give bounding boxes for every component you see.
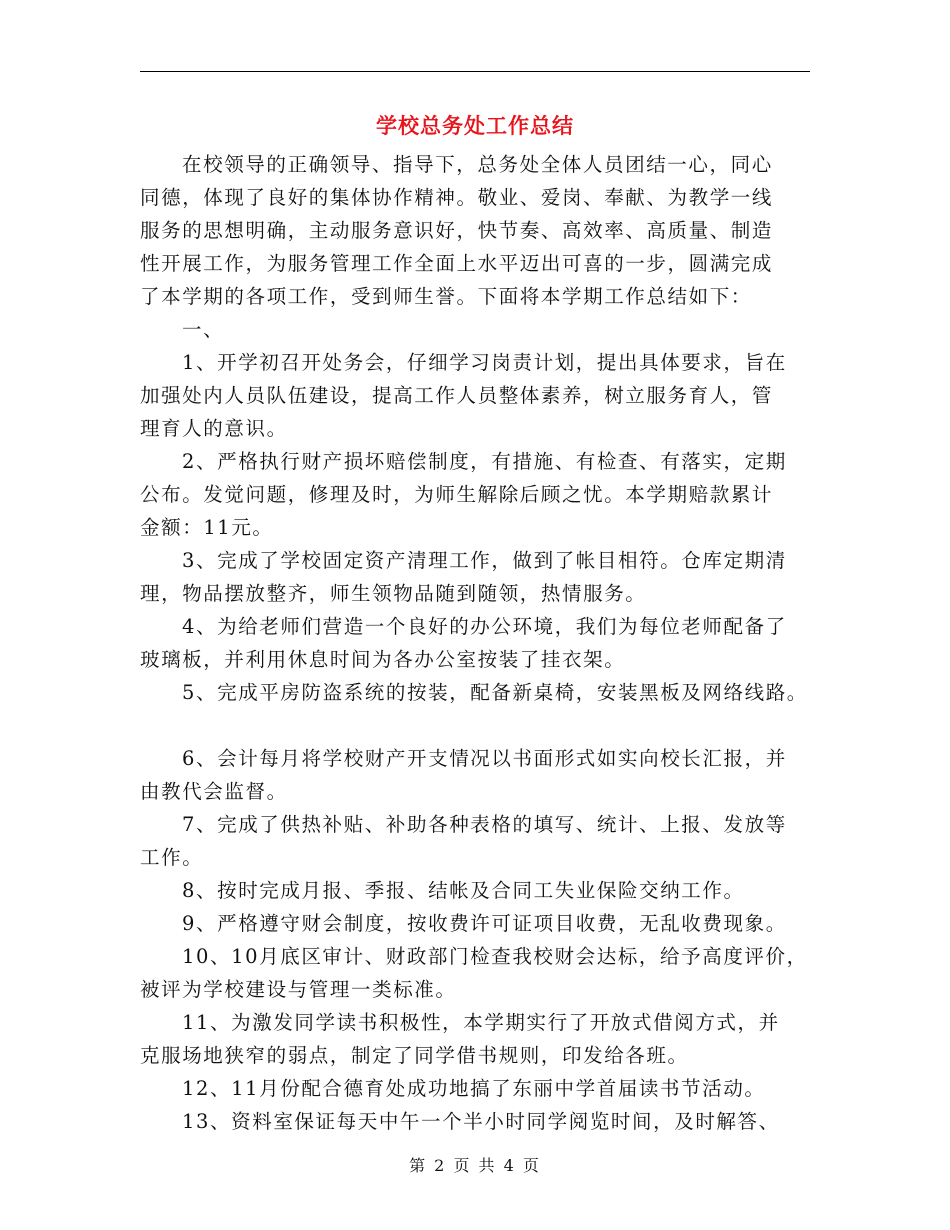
text-line: 服务的思想明确，主动服务意识好，快节奏、高效率、高质量、制造: [140, 219, 774, 242]
text-line: 12、11月份配合德育处成功地搞了东丽中学首届读书节活动。: [182, 1077, 766, 1100]
text-line: 同德，体现了良好的集体协作精神。敬业、爱岗、奉献、为教学一线: [140, 186, 774, 209]
text-line: 1、开学初召开处务会，仔细学习岗责计划，提出具体要求，旨在: [182, 351, 787, 374]
text-line: 8、按时完成月报、季报、结帐及合同工失业保险交纳工作。: [182, 879, 745, 902]
text-line: 6、会计每月将学校财产开支情况以书面形式如实向校长汇报，并: [182, 747, 787, 770]
text-line: 理，物品摆放整齐，师生领物品随到随领，热情服务。: [140, 582, 647, 605]
text-line: 在校领导的正确领导、指导下，总务处全体人员团结一心，同心: [182, 153, 773, 176]
text-line: 4、为给老师们营造一个良好的办公环境，我们为每位老师配备了: [182, 615, 787, 638]
text-line: 工作。: [140, 846, 204, 869]
text-line: 玻璃板，并利用休息时间为各办公室按装了挂衣架。: [140, 648, 626, 671]
section-heading: 一、: [182, 318, 225, 341]
page-footer: 第 2 页 共 4 页: [409, 1156, 541, 1175]
text-line: 性开展工作，为服务管理工作全面上水平迈出可喜的一步，圆满完成: [140, 252, 774, 275]
text-line: 10、10月底区审计、财政部门检查我校财会达标，给予高度评价，: [182, 945, 808, 968]
text-line: 2、严格执行财产损坏赔偿制度，有措施、有检查、有落实，定期: [182, 450, 787, 473]
text-line: 加强处内人员队伍建设，提高工作人员整体素养，树立服务育人，管: [140, 384, 774, 407]
text-line: 5、完成平房防盗系统的按装，配备新桌椅，安装黑板及网络线路。: [182, 681, 808, 704]
blank-line: [140, 709, 830, 742]
document-title: 学校总务处工作总结: [376, 114, 574, 138]
text-line: 理育人的意识。: [140, 417, 288, 440]
text-line: 3、完成了学校固定资产清理工作，做到了帐目相符。仓库定期清: [182, 549, 787, 572]
text-line: 了本学期的各项工作，受到师生誉。下面将本学期工作总结如下：: [140, 285, 752, 308]
text-line: 公布。发觉问题，修理及时，为师生解除后顾之忧。本学期赔款累计: [140, 483, 774, 506]
text-line: 由教代会监督。: [140, 780, 288, 803]
text-line: 7、完成了供热补贴、补助各种表格的填写、统计、上报、发放等: [182, 813, 787, 836]
document-body: [140, 148, 830, 1138]
text-line: 克服场地狭窄的弱点，制定了同学借书规则，印发给各班。: [140, 1044, 689, 1067]
text-line: 被评为学校建设与管理一类标准。: [140, 978, 457, 1001]
text-line: 13、资料室保证每天中午一个半小时同学阅览时间，及时解答、: [182, 1110, 780, 1133]
text-line: 9、严格遵守财会制度，按收费许可证项目收费，无乱收费现象。: [182, 912, 787, 935]
text-line: 金额：11元。: [140, 516, 274, 539]
header-rule: [140, 71, 810, 72]
text-line: 11、为激发同学读书积极性，本学期实行了开放式借阅方式，并: [182, 1011, 780, 1034]
